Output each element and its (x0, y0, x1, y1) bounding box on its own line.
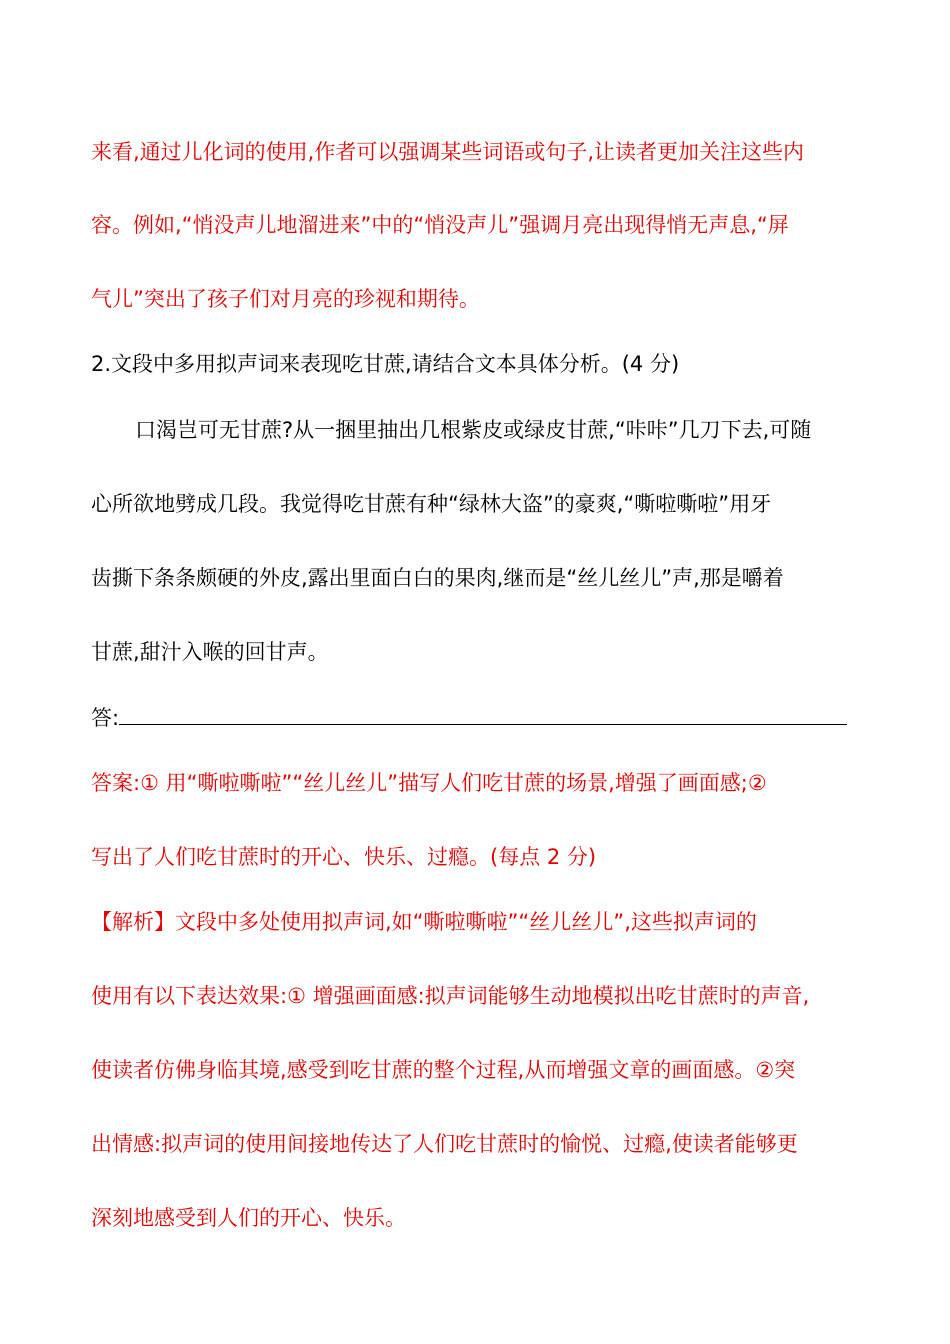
analysis-line-3: 使读者仿佛身临其境,感受到吃甘蔗的整个过程,从而增强文章的画面感。②突 (91, 1058, 796, 1082)
passage-line-1: 口渴岂可无甘蔗?从一捆里抽出几根紫皮或绿皮甘蔗,“咔咔”几刀下去,可随 (135, 418, 812, 442)
answer-blank-line[interactable] (119, 702, 847, 725)
analysis-line-1: 【解析】文段中多处使用拟声词,如“嘶啦嘶啦”“丝儿丝儿”,这些拟声词的 (91, 910, 757, 934)
prev-analysis-line-1: 来看,通过儿化词的使用,作者可以强调某些词语或句子,让读者更加关注这些内 (91, 140, 805, 164)
answer-label: 答: (91, 706, 120, 730)
answer-key-line-2: 写出了人们吃甘蔗时的开心、快乐、过瘾。(每点 2 分) (91, 845, 597, 869)
answer-row (91, 702, 871, 733)
prev-analysis-line-3: 气儿”突出了孩子们对月亮的珍视和期待。 (91, 287, 480, 311)
analysis-line-4: 出情感:拟声词的使用间接地传达了人们吃甘蔗时的愉悦、过瘾,使读者能够更 (91, 1132, 798, 1156)
analysis-line-5: 深刻地感受到人们的开心、快乐。 (91, 1206, 406, 1230)
analysis-line-2: 使用有以下表达效果:① 增强画面感:拟声词能够生动地模拟出吃甘蔗时的声音, (91, 984, 810, 1008)
prev-analysis-line-2: 容。例如,“悄没声儿地溜进来”中的“悄没声儿”强调月亮出现得悄无声息,“屏 (91, 213, 789, 237)
answer-key-line-1: 答案:① 用“嘶啦嘶啦”“丝儿丝儿”描写人们吃甘蔗的场景,增强了画面感;② (91, 771, 767, 795)
passage-line-3: 齿撕下条条颇硬的外皮,露出里面白白的果肉,继而是“丝儿丝儿”声,那是嚼着 (91, 566, 784, 590)
question-2-prompt: 2.文段中多用拟声词来表现吃甘蔗,请结合文本具体分析。(4 分) (91, 352, 680, 376)
passage-line-2: 心所欲地劈成几段。我觉得吃甘蔗有种“绿林大盗”的豪爽,“嘶啦嘶啦”用牙 (91, 492, 772, 516)
passage-line-4: 甘蔗,甜汁入喉的回甘声。 (91, 640, 329, 664)
